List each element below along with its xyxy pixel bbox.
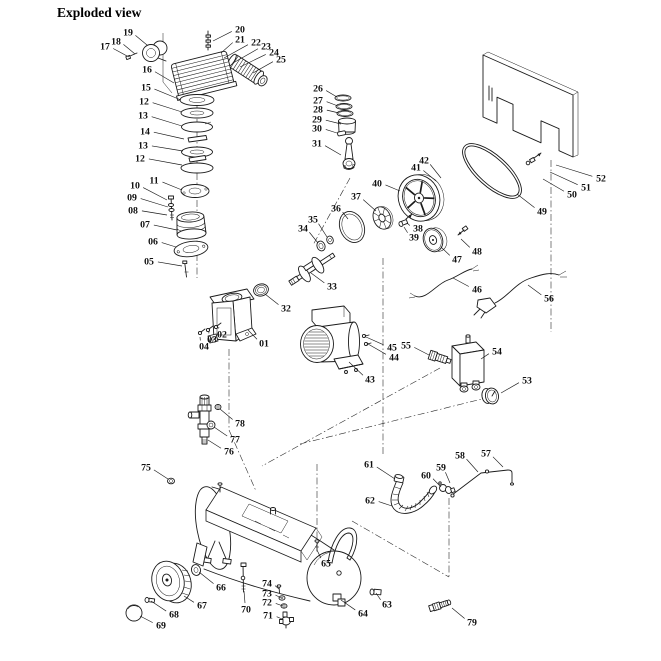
leader-line-05 [158, 262, 182, 266]
leader-line-69 [140, 616, 153, 623]
leader-line-40 [386, 185, 400, 191]
part-label-34: 34 [298, 223, 308, 235]
cylinder-head [169, 50, 237, 100]
steel-pipe [451, 470, 514, 497]
leader-line-56 [528, 285, 541, 295]
nipple-fitting [429, 599, 452, 612]
part-label-04: 04 [199, 341, 209, 353]
part-label-27: 27 [313, 95, 323, 107]
part-label-39: 39 [409, 232, 419, 244]
leader-line-76 [208, 440, 221, 448]
part-label-53: 53 [522, 375, 532, 387]
flywheel [392, 168, 451, 228]
leader-line-28 [327, 110, 339, 113]
leader-line-33 [311, 273, 324, 283]
leader-line-11 [162, 182, 182, 190]
leader-line-57 [493, 457, 503, 467]
part-label-12: 12 [139, 96, 149, 108]
part-label-10: 10 [130, 180, 140, 192]
part-label-36: 36 [331, 203, 341, 215]
tank [189, 483, 361, 609]
base-gasket [173, 239, 209, 259]
part-label-61: 61 [364, 459, 374, 471]
pipe-fittings [439, 482, 455, 495]
part-label-78: 78 [235, 418, 245, 430]
part-label-33: 33 [327, 281, 337, 293]
part-label-31: 31 [312, 138, 322, 150]
leader-line-16 [155, 72, 174, 83]
part-label-60: 60 [421, 470, 431, 482]
part-label-76: 76 [224, 446, 234, 458]
leader-line-62 [379, 502, 392, 506]
leader-line-26 [326, 91, 337, 97]
leader-line-21 [221, 43, 233, 53]
motor [300, 306, 371, 374]
part-label-55: 55 [401, 340, 411, 352]
part-label-30: 30 [312, 123, 322, 135]
tank-plug [168, 478, 175, 484]
tank-bolt [370, 589, 381, 595]
leader-line-17 [113, 48, 129, 57]
flex-hose [391, 474, 438, 514]
part-label-29: 29 [312, 114, 322, 126]
part-label-46: 46 [472, 284, 482, 296]
part-label-51: 51 [581, 182, 591, 194]
part-label-43: 43 [365, 374, 375, 386]
part-label-07: 07 [140, 219, 150, 231]
leader-line-58 [467, 459, 478, 472]
part-label-22: 22 [251, 37, 261, 49]
leader-line-77 [214, 427, 227, 436]
piston-assembly [335, 95, 356, 169]
part-label-24: 24 [269, 47, 279, 59]
leader-line-59 [445, 472, 450, 483]
part-label-14: 14 [140, 126, 150, 138]
part-label-25: 25 [276, 54, 286, 66]
leader-line-19 [135, 35, 147, 45]
leader-line-20 [213, 31, 232, 41]
leader-line-32 [265, 294, 279, 305]
part-label-15: 15 [141, 82, 151, 94]
leader-line-09 [141, 199, 168, 207]
part-label-66: 66 [216, 582, 226, 594]
cylinder-bolt [168, 196, 174, 220]
part-label-63: 63 [382, 599, 392, 611]
part-label-26: 26 [313, 83, 323, 95]
leader-line-31 [325, 146, 341, 155]
pressure-gauge [481, 387, 500, 405]
idler-pulley [420, 224, 450, 255]
belt-guard [483, 52, 578, 157]
part-label-18: 18 [111, 36, 121, 48]
part-label-40: 40 [372, 178, 382, 190]
part-label-50: 50 [567, 189, 577, 201]
part-label-58: 58 [455, 450, 465, 462]
leader-line-37 [363, 200, 376, 211]
leader-line-51 [550, 172, 578, 185]
stud [183, 261, 189, 277]
leader-line-08 [142, 211, 167, 215]
part-label-48: 48 [472, 246, 482, 258]
part-label-13: 13 [138, 140, 148, 152]
part-label-67: 67 [197, 600, 207, 612]
part-label-38: 38 [413, 223, 423, 235]
part-label-56: 56 [544, 293, 554, 305]
leader-line-46 [453, 278, 469, 287]
leader-line-49 [517, 194, 535, 208]
part-label-72: 72 [262, 597, 272, 609]
part-label-13: 13 [138, 110, 148, 122]
part-label-75: 75 [141, 462, 151, 474]
part-label-01: 01 [259, 338, 269, 350]
part-label-08: 08 [128, 205, 138, 217]
leader-line-61 [377, 467, 395, 479]
drive-belt [454, 135, 530, 208]
leader-line-52 [556, 165, 592, 176]
part-label-65: 65 [321, 558, 331, 570]
leader-line-55 [414, 347, 429, 355]
part-label-21: 21 [235, 34, 245, 46]
part-label-16: 16 [142, 64, 152, 76]
leader-line-18 [123, 44, 135, 54]
page-title: Exploded view [57, 5, 142, 20]
axle-washer [190, 564, 201, 577]
part-label-19: 19 [123, 27, 133, 39]
leader-line-38 [407, 223, 410, 226]
leader-line-68 [151, 601, 166, 611]
leader-line-53 [501, 383, 519, 393]
leader-line-35 [319, 224, 327, 237]
connecting-rod [343, 138, 355, 170]
part-label-03: 03 [207, 334, 217, 346]
leader-line-30 [326, 129, 337, 133]
part-label-59: 59 [436, 462, 446, 474]
part-label-62: 62 [365, 495, 375, 507]
leader-line-79 [452, 608, 465, 619]
part-label-17: 17 [100, 41, 110, 53]
part-label-77: 77 [230, 434, 240, 446]
part-label-35: 35 [308, 214, 318, 226]
leader-line-48 [461, 239, 470, 247]
part-label-28: 28 [313, 104, 323, 116]
motor-wire [409, 265, 479, 298]
part-label-20: 20 [235, 24, 245, 36]
leader-line-12 [149, 159, 182, 165]
guard-screw [526, 153, 541, 165]
part-label-05: 05 [144, 256, 154, 268]
fan [370, 203, 396, 232]
part-label-32: 32 [281, 303, 291, 315]
pulley-screw [458, 226, 468, 235]
part-label-68: 68 [169, 609, 179, 621]
part-label-37: 37 [351, 191, 361, 203]
part-label-79: 79 [467, 617, 477, 629]
hub-cap [126, 605, 142, 621]
leader-line-50 [543, 179, 564, 191]
cylinder [176, 211, 207, 240]
part-label-06: 06 [148, 236, 158, 248]
flywheel-bolt [398, 214, 412, 227]
part-label-02: 02 [217, 329, 227, 341]
wheel-assembly [126, 558, 202, 621]
pressure-switch [452, 335, 484, 392]
leader-line-39 [404, 227, 408, 233]
part-label-69: 69 [156, 620, 166, 632]
leader-line-12 [153, 103, 182, 112]
leader-line-13 [152, 117, 182, 126]
leader-line-70 [244, 591, 245, 603]
leader-line-13 [152, 146, 183, 151]
part-label-71: 71 [263, 610, 273, 622]
part-label-49: 49 [537, 206, 547, 218]
leader-line-47 [441, 247, 450, 255]
part-label-54: 54 [492, 346, 502, 358]
part-label-70: 70 [241, 604, 251, 616]
leader-line-78 [220, 409, 233, 420]
leader-line-42 [430, 164, 441, 178]
part-label-23: 23 [261, 41, 271, 53]
part-label-47: 47 [452, 254, 462, 266]
leader-line-75 [154, 470, 168, 479]
part-label-52: 52 [596, 173, 606, 185]
axle-bolt [145, 598, 155, 603]
part-label-45: 45 [387, 342, 397, 354]
part-label-44: 44 [389, 352, 399, 364]
part-label-73: 73 [262, 588, 272, 600]
part-label-74: 74 [262, 578, 272, 590]
leader-line-71 [277, 617, 282, 619]
part-label-57: 57 [481, 448, 491, 460]
leader-line-06 [162, 243, 176, 247]
part-label-42: 42 [419, 155, 429, 167]
leader-line-10 [143, 188, 167, 200]
leader-line-27 [327, 102, 338, 106]
leader-line-07 [154, 225, 177, 230]
part-label-11: 11 [149, 175, 159, 187]
safety-valve [188, 395, 221, 444]
part-label-12: 12 [135, 153, 145, 165]
part-label-09: 09 [127, 192, 137, 204]
part-label-64: 64 [358, 608, 368, 620]
leader-line-34 [309, 232, 318, 243]
check-valve [428, 350, 452, 365]
leader-line-14 [154, 132, 184, 139]
part-label-41: 41 [411, 162, 421, 174]
leader-line-66 [199, 572, 214, 584]
